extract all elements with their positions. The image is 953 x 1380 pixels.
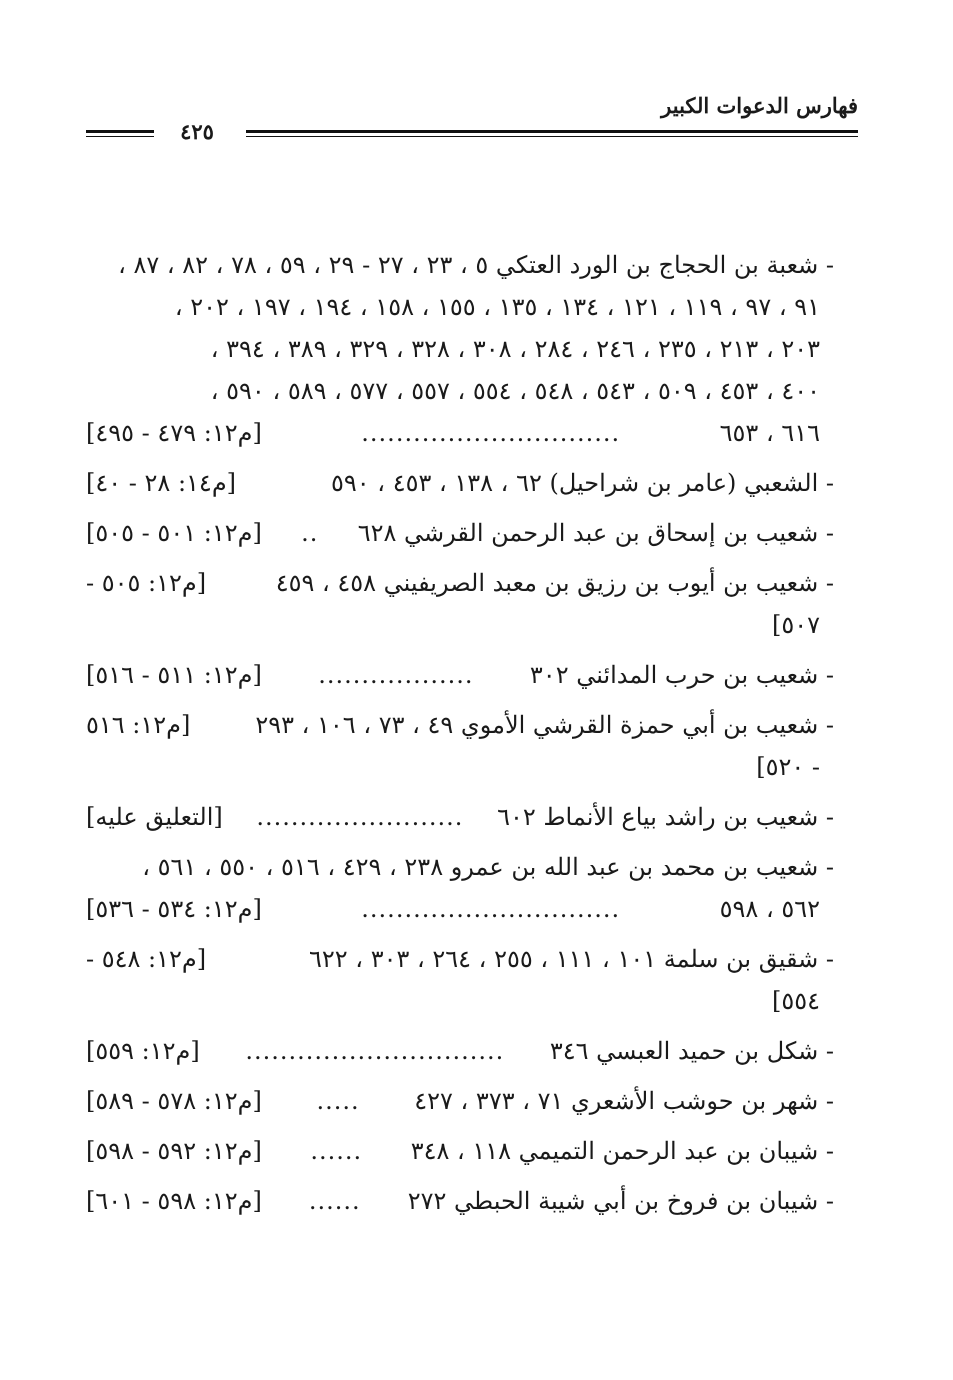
index-entry [86,462,834,504]
entry-text: - شعيب بن أبي حمزة القرشي الأموي ٤٩ ، ٧٣ ، ١٠٦ ، ٢٩٣ [255,711,834,739]
entry-line [86,1180,834,1222]
entry-line [86,1080,834,1122]
volume-page-reference: [م١٢: ٥٩٨ - ٦٠١] [86,1187,262,1215]
entry-line [86,562,834,604]
entry-text: - شقيق بن سلمة ١٠١ ، ١١١ ، ٢٥٥ ، ٢٦٤ ، ٣٠٣ ، ٦٢٢ [309,945,834,973]
entry-line [86,654,834,696]
entry-line [86,286,834,328]
header-rule-long [246,130,858,137]
entry-line [86,512,834,554]
entry-line [86,462,834,504]
entry-line [86,980,834,1022]
entry-text: ٢٠٣ ، ٢١٣ ، ٢٣٥ ، ٢٤٦ ، ٢٨٤ ، ٣٠٨ ، ٣٢٨ ، ٣٢٩ ، ٣٨٩ ، ٣٩٤ ، [210,335,820,363]
index-entry [86,1030,834,1072]
index-entry [86,704,834,788]
dot-leader: .............................. [245,1037,505,1065]
dot-leader: ..... [316,1087,360,1115]
entry-text: - شهر بن حوشب الأشعري ٧١ ، ٣٧٣ ، ٤٢٧ [414,1087,834,1115]
entry-text: ٤٠٠ ، ٤٥٣ ، ٥٠٩ ، ٥٤٣ ، ٥٤٨ ، ٥٥٤ ، ٥٥٧ ، ٥٧٧ ، ٥٨٩ ، ٥٩٠ ، [210,377,820,405]
dot-leader: ...... [308,1187,361,1215]
index-entry [86,512,834,554]
index-entry [86,938,834,1022]
volume-page-reference: [م١٢: ٥٤٨ - [86,945,207,973]
entry-text: - شعبة بن الحجاج بن الورد العتكي ٥ ، ٢٣ ، ٢٧ - ٢٩ ، ٥٩ ، ٧٨ ، ٨٢ ، ٨٧ ، [118,251,834,279]
entry-line [86,1030,834,1072]
entry-text: - شعيب بن راشد بياع الأنماط ٦٠٢ [497,803,834,831]
entry-text: - شيبان بن فروخ بن أبي شيبة الحبطي ٢٧٢ [407,1187,834,1215]
volume-page-reference: [م١٢: ٥٩٢ - ٥٩٨] [86,1137,262,1165]
entry-text: ٥٦٢ ، ٥٩٨ [719,895,820,923]
entry-line [86,1130,834,1172]
entry-line [86,888,834,930]
entry-text: - شعيب بن إسحاق بن عبد الرحمن القرشي ٦٢٨ [357,519,834,547]
entry-line [86,328,834,370]
entry-text: ٩١ ، ٩٧ ، ١١٩ ، ١٢١ ، ١٣٤ ، ١٣٥ ، ١٥٥ ، ١٥٨ ، ١٩٤ ، ١٩٧ ، ٢٠٢ ، [174,293,820,321]
entry-line [86,846,834,888]
volume-page-reference: [م١٢: ٥١١ - ٥١٦] [86,661,262,689]
entry-line [86,370,834,412]
dot-leader: .............................. [361,895,621,923]
volume-page-reference: [م١٢: ٥٠٥ - [86,569,207,597]
volume-page-reference: [م١٤: ٢٨ - ٤٠] [86,469,237,497]
dot-leader: ........................ [256,803,464,831]
running-title: فهارس الدعوات الكبير [661,93,858,118]
entry-text: ٥٠٧] [771,611,820,639]
index-entry [86,654,834,696]
dot-leader: .................. [318,661,474,689]
entry-text: - شعيب بن محمد بن عبد الله بن عمرو ٢٣٨ ، ٤٢٩ ، ٥١٦ ، ٥٥٠ ، ٥٦١ ، [142,853,834,881]
entry-text: ٥٥٤] [771,987,820,1015]
entry-text: - شيبان بن عبد الرحمن التميمي ١١٨ ، ٣٤٨ [410,1137,834,1165]
entry-line [86,746,834,788]
dot-leader: .............................. [361,419,621,447]
index-entry [86,562,834,646]
volume-page-reference: [م١٢: ٥٥٩] [86,1037,200,1065]
index-entries [86,244,834,1230]
entry-line [86,704,834,746]
entry-text: ٦١٦ ، ٦٥٣ [719,419,820,447]
entry-text: - ٥٢٠] [756,753,820,781]
dot-leader: .. [301,519,319,547]
volume-page-reference: [م١٢: ٤٧٩ - ٤٩٥] [86,419,262,447]
volume-page-reference: [م١٢: ٥٣٤ - ٥٣٦] [86,895,262,923]
entry-text: - الشعبي (عامر بن شراحيل) ٦٢ ، ١٣٨ ، ٤٥٣ ، ٥٩٠ [331,469,834,497]
entry-line [86,604,834,646]
entry-line [86,244,834,286]
entry-line [86,412,834,454]
index-entry [86,1080,834,1122]
entry-line [86,938,834,980]
dot-leader: ...... [310,1137,363,1165]
volume-page-reference: [م١٢: ٥٠١ - ٥٠٥] [86,519,262,547]
entry-text: - شعيب بن حرب المدائني ٣٠٢ [529,661,834,689]
header-rule-short [86,130,154,137]
index-entry [86,244,834,454]
index-entry [86,796,834,838]
volume-page-reference: [م١٢: ٥٧٨ - ٥٨٩] [86,1087,262,1115]
index-entry [86,846,834,930]
entry-text: - شكل بن حميد العبسي ٣٤٦ [549,1037,834,1065]
entry-line [86,796,834,838]
volume-page-reference: [م١٢: ٥١٦ [86,711,191,739]
page-header [86,92,858,152]
index-entry [86,1130,834,1172]
volume-page-reference: [التعليق عليه] [86,803,223,831]
index-entry [86,1180,834,1222]
entry-text: - شعيب بن أيوب بن رزيق بن معبد الصريفيني ٤٥٨ ، ٤٥٩ [275,569,834,597]
page-number: ٤٢٥ [180,119,214,144]
